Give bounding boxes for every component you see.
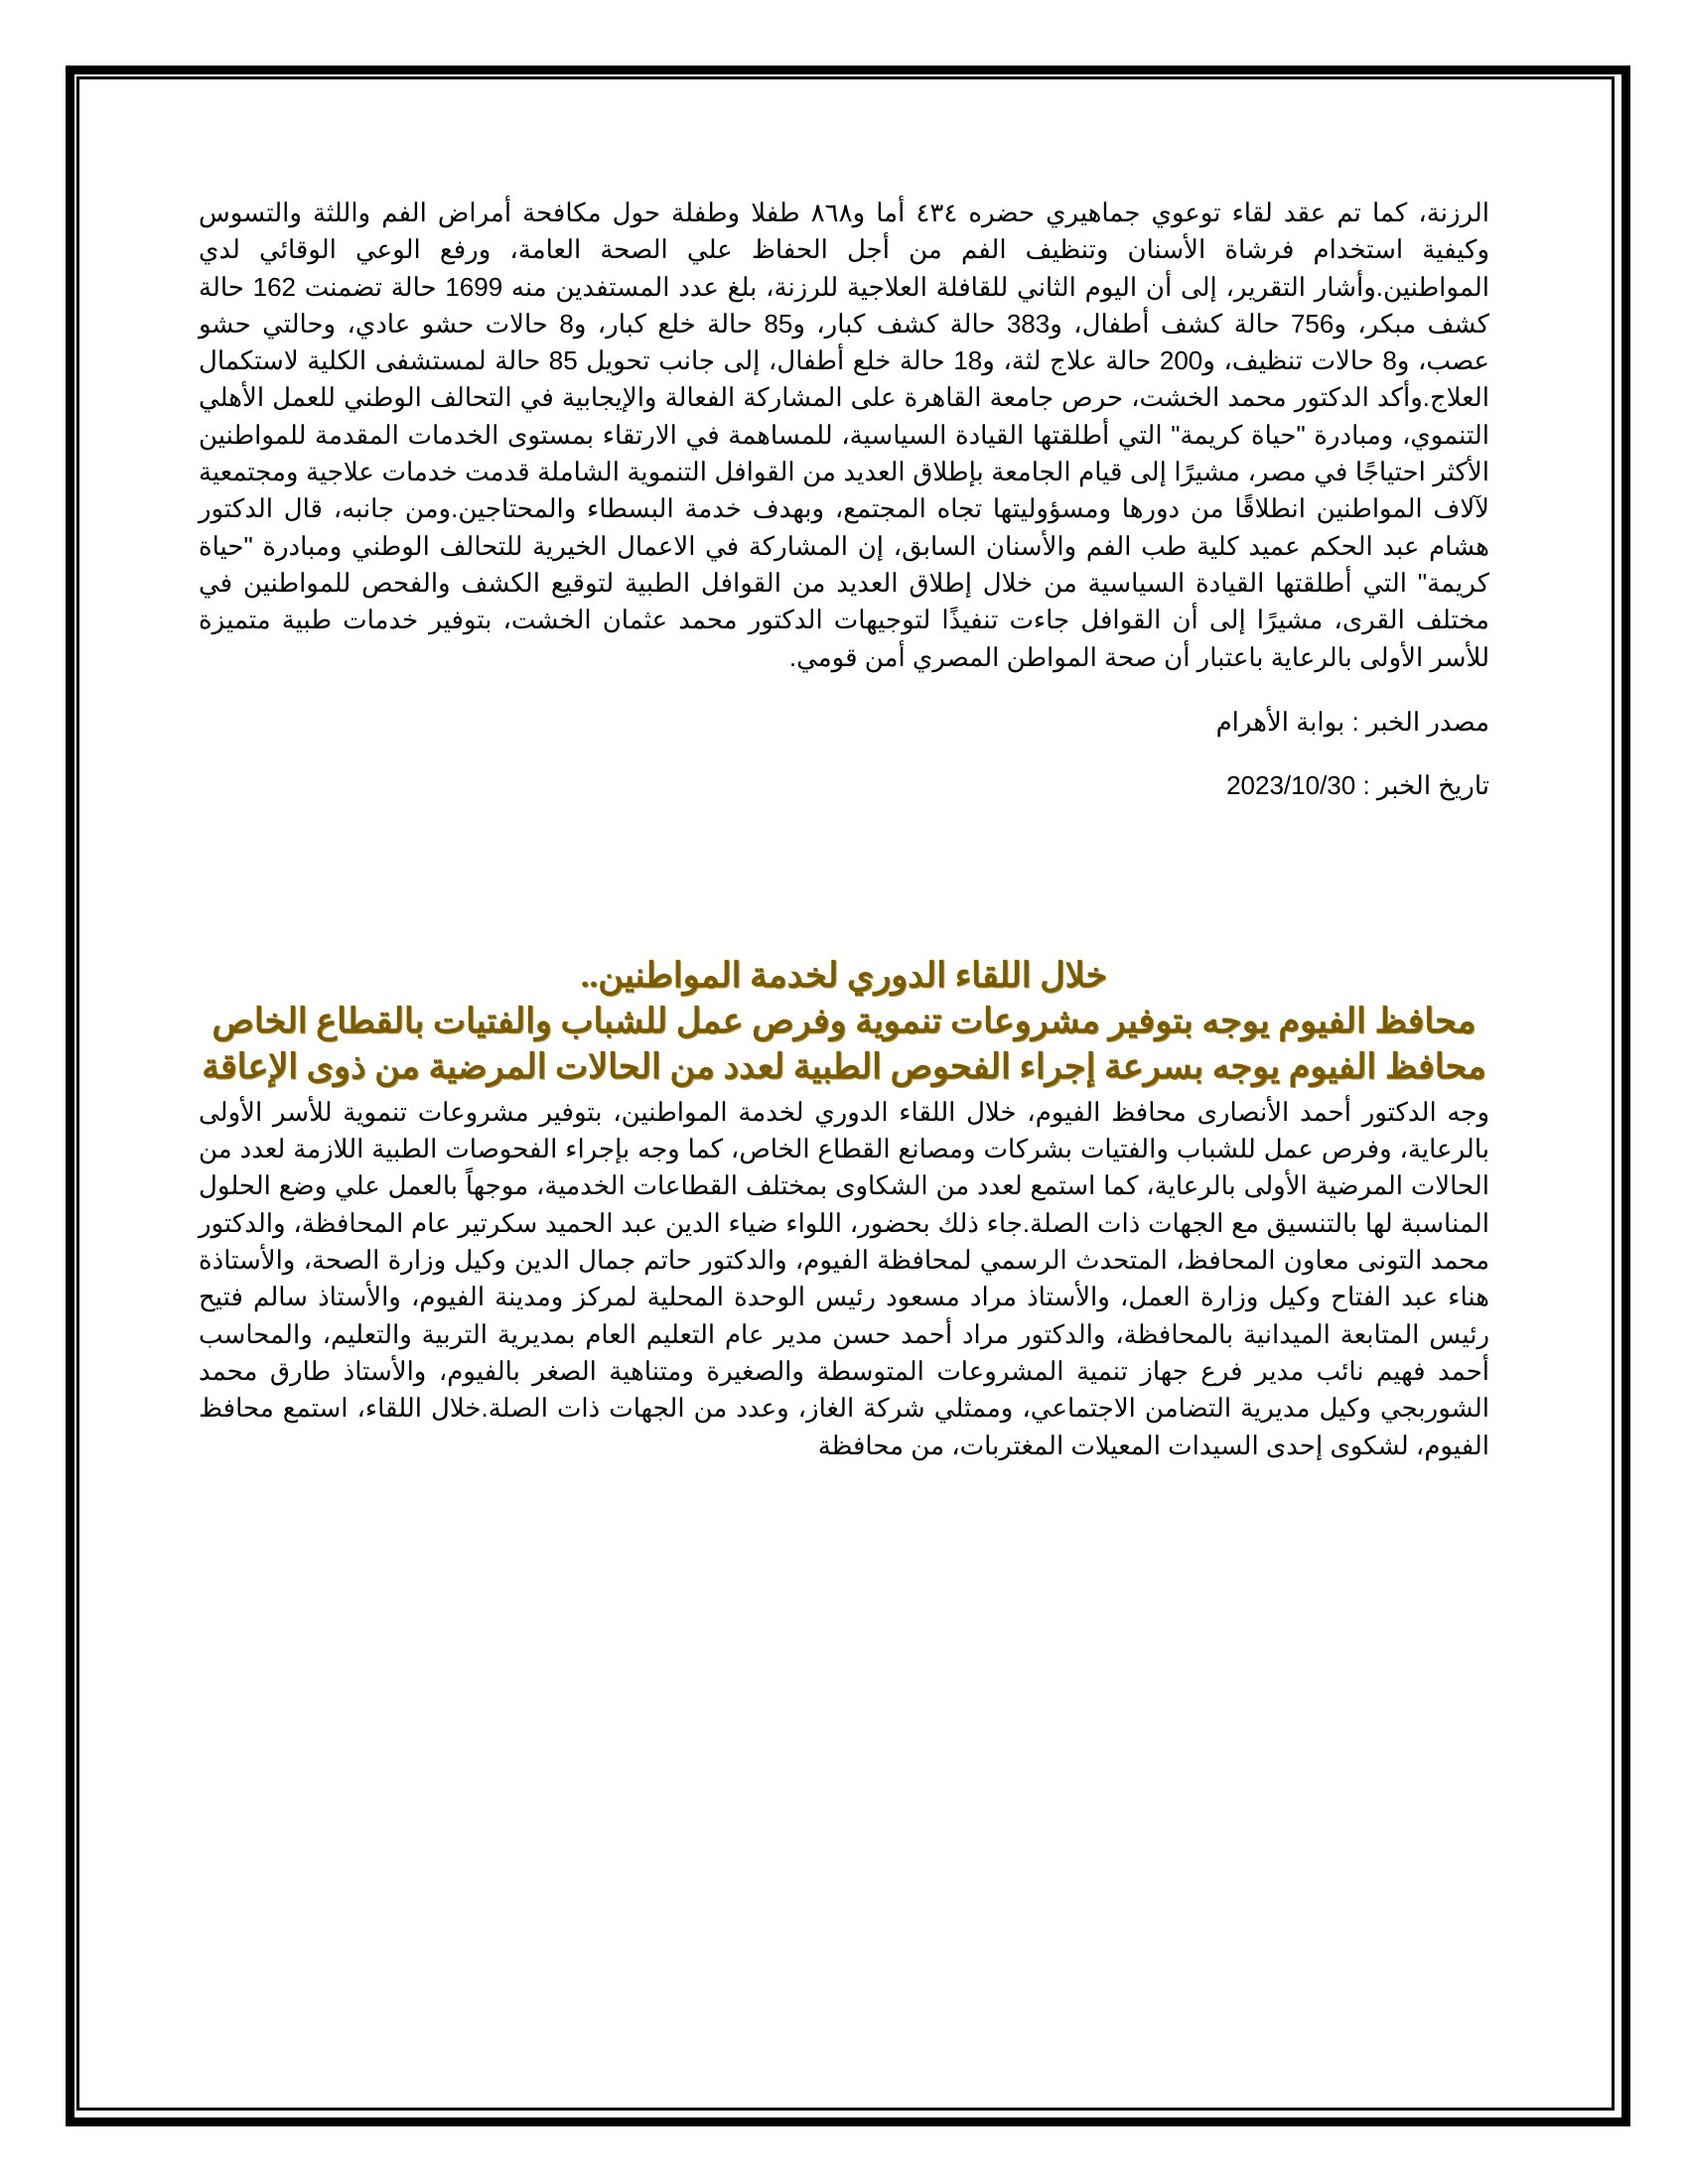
news-source — [199, 704, 1489, 741]
article2-headline-1: محافظ الفيوم يوجه بتوفير مشروعات تنموية وفرص عمل للشباب والفتيات بالقطاع الخاص — [211, 1001, 1477, 1040]
article1-body: الرزنة، كما تم عقد لقاء توعوي جماهيري حضره ٤٣٤ أما و٨٦٨ طفلا وطفلة حول مكافحة أمراض الفم واللثة والتسوس وكيفية استخدام فرشاة الأسنان وتنظيف الفم من أجل الحفاظ علي الصحة العامة، ورفع الوعي الوقائي لدي المواطنين.وأشار التقرير، إلى أن اليوم الثاني للقافلة العلاجية للرزنة، بلغ عدد المستفدين منه 1699 حالة تضمنت 162 حالة كشف مبكر، و756 حالة كشف أطفال، و383 حالة كشف كبار، و85 حالة خلع كبار، و8 حالات حشو عادي، وحالتي حشو عصب، و8 حالات تنظيف، و200 حالة علاج لثة، و18 حالة خلع أطفال، إلى جانب تحويل 85 حالة لمستشفى الكلية لاستكمال العلاج.وأكد الدكتور محمد الخشت، حرص جامعة القاهرة على المشاركة الفعالة والإيجابية في التحالف الوطني للعمل الأهلي التنموي، ومبادرة "حياة كريمة" التي أطلقتها القيادة السياسية، للمساهمة في الارتقاء بمستوى الخدمات المقدمة للمواطنين الأكثر احتياجًا في مصر، مشيرًا إلى قيام الجامعة بإطلاق العديد من القوافل التنموية الشاملة قدمت خدمات علاجية ومجتمعية لآلاف المواطنين انطلاقًا من دورها ومسؤوليتها تجاه المجتمع، وبهدف خدمة البسطاء والمحتاجين.ومن جانبه، قال الدكتور هشام عبد الحكم عميد كلية طب الفم والأسنان السابق، إن المشاركة في الاعمال الخيرية للتحالف الوطني ومبادرة "حياة كريمة" التي أطلقتها القيادة السياسية من خلال إطلاق العديد من القوافل الطبية لتوقيع الكشف والفحص للمواطنين في مختلف القرى، مشيرًا إلى أن القوافل جاءت تنفيذًا لتوجيهات الدكتور محمد عثمان الخشت، بتوفير خدمات طبية متميزة للأسر الأولى بالرعاية باعتبار أن صحة المواطن المصري أمن قومي. — [199, 198, 1490, 672]
news-source-label: مصدر الخبر : — [1351, 706, 1489, 737]
news-source-value: بوابة الأهرام — [1215, 706, 1345, 737]
document-page — [199, 195, 1489, 1464]
article2-headlines — [199, 953, 1489, 1090]
article2-kicker: خلال اللقاء الدوري لخدمة المواطنين.. — [580, 955, 1108, 995]
news-date-value: 2023/10/30 — [1226, 769, 1356, 800]
article2-body: وجه الدكتور أحمد الأنصارى محافظ الفيوم، خلال اللقاء الدوري لخدمة المواطنين، بتوفير مشروعات تنموية للأسر الأولى بالرعاية، وفرص عمل للشباب والفتيات بشركات ومصانع القطاع الخاص، كما وجه بإجراء الفحوصات الطبية اللازمة لعدد من الحالات المرضية الأولى بالرعاية، كما استمع لعدد من الشكاوى بمختلف القطاعات الخدمية، موجهاً بالعمل علي وضع الحلول المناسبة لها بالتنسيق مع الجهات ذات الصلة.جاء ذلك بحضور، اللواء ضياء الدين عبد الحميد سكرتير عام المحافظة، والدكتور محمد التونى معاون المحافظ، المتحدث الرسمي لمحافظة الفيوم، والدكتور حاتم جمال الدين وكيل وزارة الصحة، والأستاذة هناء عبد الفتاح وكيل وزارة العمل، والأستاذ مراد مسعود رئيس الوحدة المحلية لمركز ومدينة الفيوم، والأستاذ سالم فتيح رئيس المتابعة الميدانية بالمحافظة، والدكتور مراد أحمد حسن مدير عام التعليم العام بمديرية التربية والتعليم، والمحاسب أحمد فهيم نائب مدير فرع جهاز تنمية المشروعات المتوسطة والصغيرة ومتناهية الصغر بالفيوم، والأستاذ طارق محمد الشوربجي وكيل مديرية التضامن الاجتماعي، وممثلي شركة الغاز، وعدد من الجهات ذات الصلة.خلال اللقاء، استمع محافظ الفيوم، لشكوى إحدى السيدات المعيلات المغتربات، من محافظة — [199, 1096, 1489, 1460]
article2-headline-2: محافظ الفيوم يوجه بسرعة إجراء الفحوص الطبية لعدد من الحالات المرضية من ذوى الإعاقة — [202, 1046, 1486, 1086]
news-date-label: تاريخ الخبر : — [1362, 769, 1489, 800]
news-date — [199, 767, 1489, 804]
